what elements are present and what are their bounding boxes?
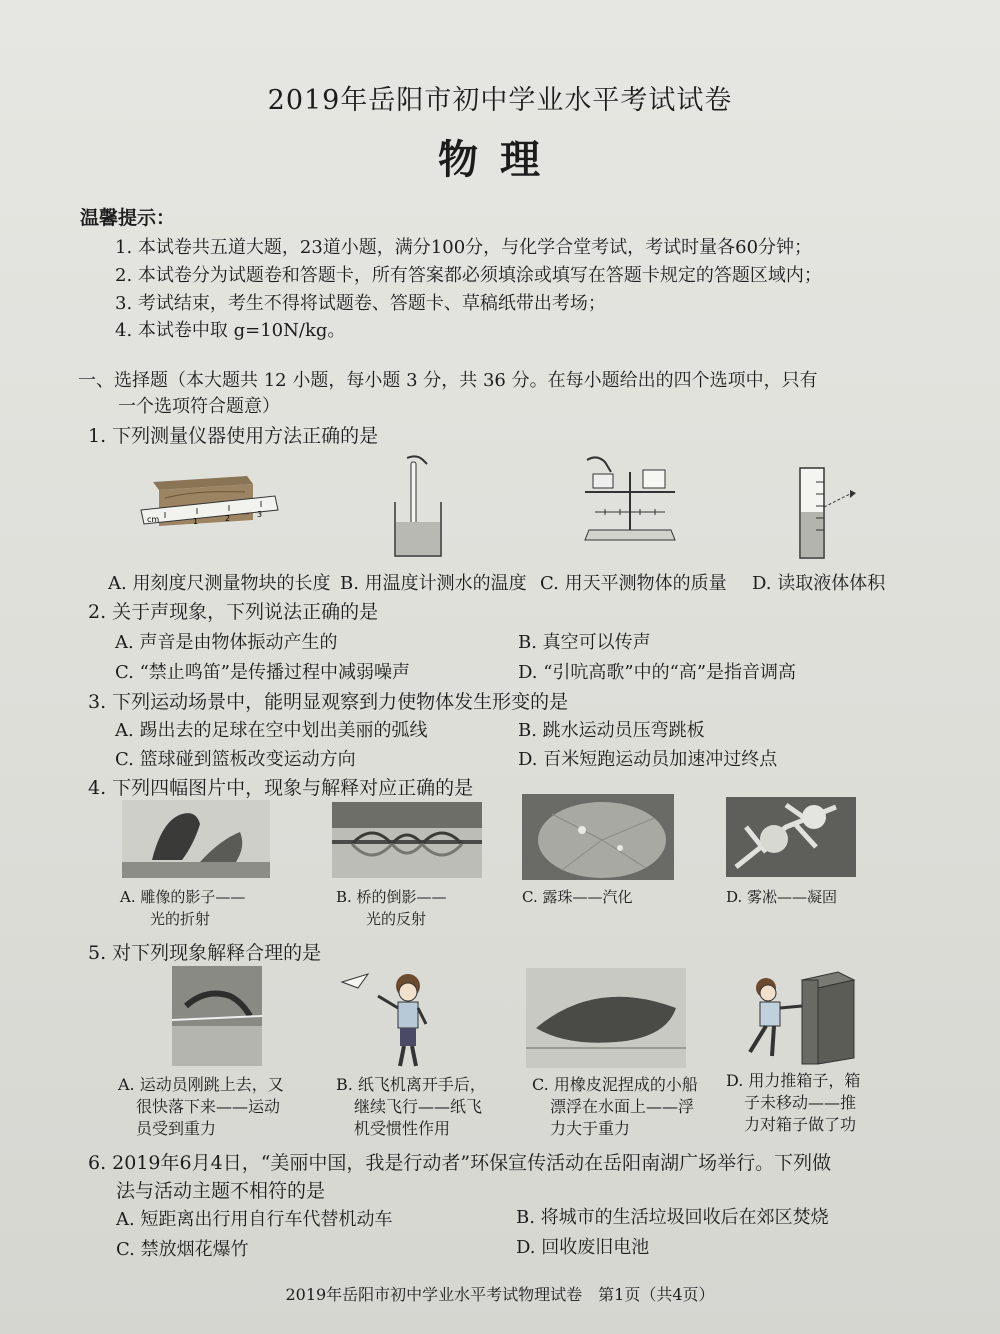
graduated-cylinder-figure	[790, 462, 860, 562]
question-1-stem: 1. 下列测量仪器使用方法正确的是	[88, 425, 379, 447]
q4-option-d: D. 雾凇——凝固	[726, 888, 838, 906]
section-heading: 一、选择题（本大题共 12 小题，每小题 3 分，共 36 分。在每小题给出的四个选项中，只有	[78, 370, 818, 391]
q5-option-a: A. 运动员刚跳上去，又 很快落下来——运动 员受到重力	[118, 1075, 284, 1138]
q3-option-d: D. 百米短跑运动员加速冲过终点	[518, 749, 778, 770]
question-5-stem: 5. 对下列现象解释合理的是	[88, 942, 322, 964]
q2-option-d: D. “引吭高歌”中的“高”是指音调高	[518, 662, 797, 683]
ruler-mark: 1	[193, 517, 199, 526]
rime-frost-photo	[726, 797, 856, 877]
tip-item: 1. 本试卷共五道大题，23道小题，满分100分，与化学合堂考试，考试时量各60分钟；	[115, 237, 813, 258]
thermometer-beaker-figure	[385, 452, 455, 562]
tips-heading: 温馨提示：	[80, 207, 176, 229]
tip-item: 3. 考试结束，考生不得将试题卷、答题卡、草稿纸带出考场；	[115, 293, 606, 314]
balance-scale-figure	[575, 452, 685, 552]
exam-title: 2019年岳阳市初中学业水平考试试卷	[267, 85, 733, 116]
q2-option-c: C. “禁止鸣笛”是传播过程中减弱噪声	[115, 662, 410, 683]
q1-option-b: B. 用温度计测水的温度	[340, 573, 527, 594]
page-footer: 2019年岳阳市初中学业水平考试物理试卷 第1页（共4页）	[285, 1285, 715, 1304]
q3-option-c: C. 篮球碰到篮板改变运动方向	[115, 749, 356, 770]
q5-option-b: B. 纸飞机离开手后， 继续飞行——纸飞 机受惯性作用	[336, 1075, 486, 1138]
ruler-block-figure	[135, 462, 285, 542]
subject-title: 物理	[438, 137, 562, 183]
tip-item: 4. 本试卷中取 g=10N/kg。	[115, 320, 346, 341]
question-6-stem: 6. 2019年6月4日，“美丽中国，我是行动者”环保宣传活动在岳阳南湖广场举行。下列做	[88, 1152, 832, 1174]
question-3-stem: 3. 下列运动场景中，能明显观察到力使物体发生形变的是	[88, 691, 569, 713]
q1-option-c: C. 用天平测物体的质量	[540, 573, 727, 594]
question-4-stem: 4. 下列四幅图片中，现象与解释对应正确的是	[88, 777, 474, 799]
question-2-stem: 2. 关于声现象，下列说法正确的是	[88, 601, 379, 623]
q6-option-a: A. 短距离出行用自行车代替机动车	[116, 1209, 393, 1230]
push-box-boy-figure	[732, 966, 862, 1066]
paper-plane-boy-figure	[338, 962, 448, 1072]
q2-option-b: B. 真空可以传声	[518, 632, 651, 653]
q3-option-b: B. 跳水运动员压弯跳板	[518, 720, 705, 741]
clay-boat-photo	[526, 968, 686, 1068]
q5-option-d: D. 用力推箱子，箱 子未移动——推 力对箱子做了功	[726, 1071, 861, 1134]
q5-option-c: C. 用橡皮泥捏成的小船 漂浮在水面上——浮 力大于重力	[532, 1075, 698, 1138]
q4-option-b: B. 桥的倒影—— 光的反射	[336, 888, 447, 928]
tip-item: 2. 本试卷分为试题卷和答题卡，所有答案都必须填涂或填写在答题卡规定的答题区域内；	[115, 265, 822, 286]
ruler-mark: 2	[225, 514, 231, 523]
q6-option-b: B. 将城市的生活垃圾回收后在郊区焚烧	[516, 1207, 829, 1228]
q4-option-a: A. 雕像的影子—— 光的折射	[120, 888, 246, 928]
bridge-reflection-photo	[332, 802, 482, 878]
q6-option-c: C. 禁放烟花爆竹	[116, 1239, 249, 1260]
q3-option-a: A. 踢出去的足球在空中划出美丽的弧线	[115, 720, 428, 741]
q1-option-a: A. 用刻度尺测量物块的长度	[108, 573, 331, 594]
section-heading-cont: 一个选项符合题意）	[118, 396, 280, 417]
ruler-mark: cm	[147, 515, 160, 524]
high-jump-photo	[172, 966, 262, 1066]
q2-option-a: A. 声音是由物体振动产生的	[115, 632, 338, 653]
q4-option-c: C. 露珠——汽化	[522, 888, 633, 906]
q1-option-d: D. 读取液体体积	[752, 573, 886, 594]
statue-shadow-photo	[122, 800, 270, 878]
dewdrop-leaf-photo	[522, 794, 674, 880]
question-6-stem-cont: 法与活动主题不相符的是	[116, 1180, 326, 1202]
q6-option-d: D. 回收废旧电池	[516, 1237, 650, 1258]
ruler-mark: 3	[257, 510, 263, 519]
